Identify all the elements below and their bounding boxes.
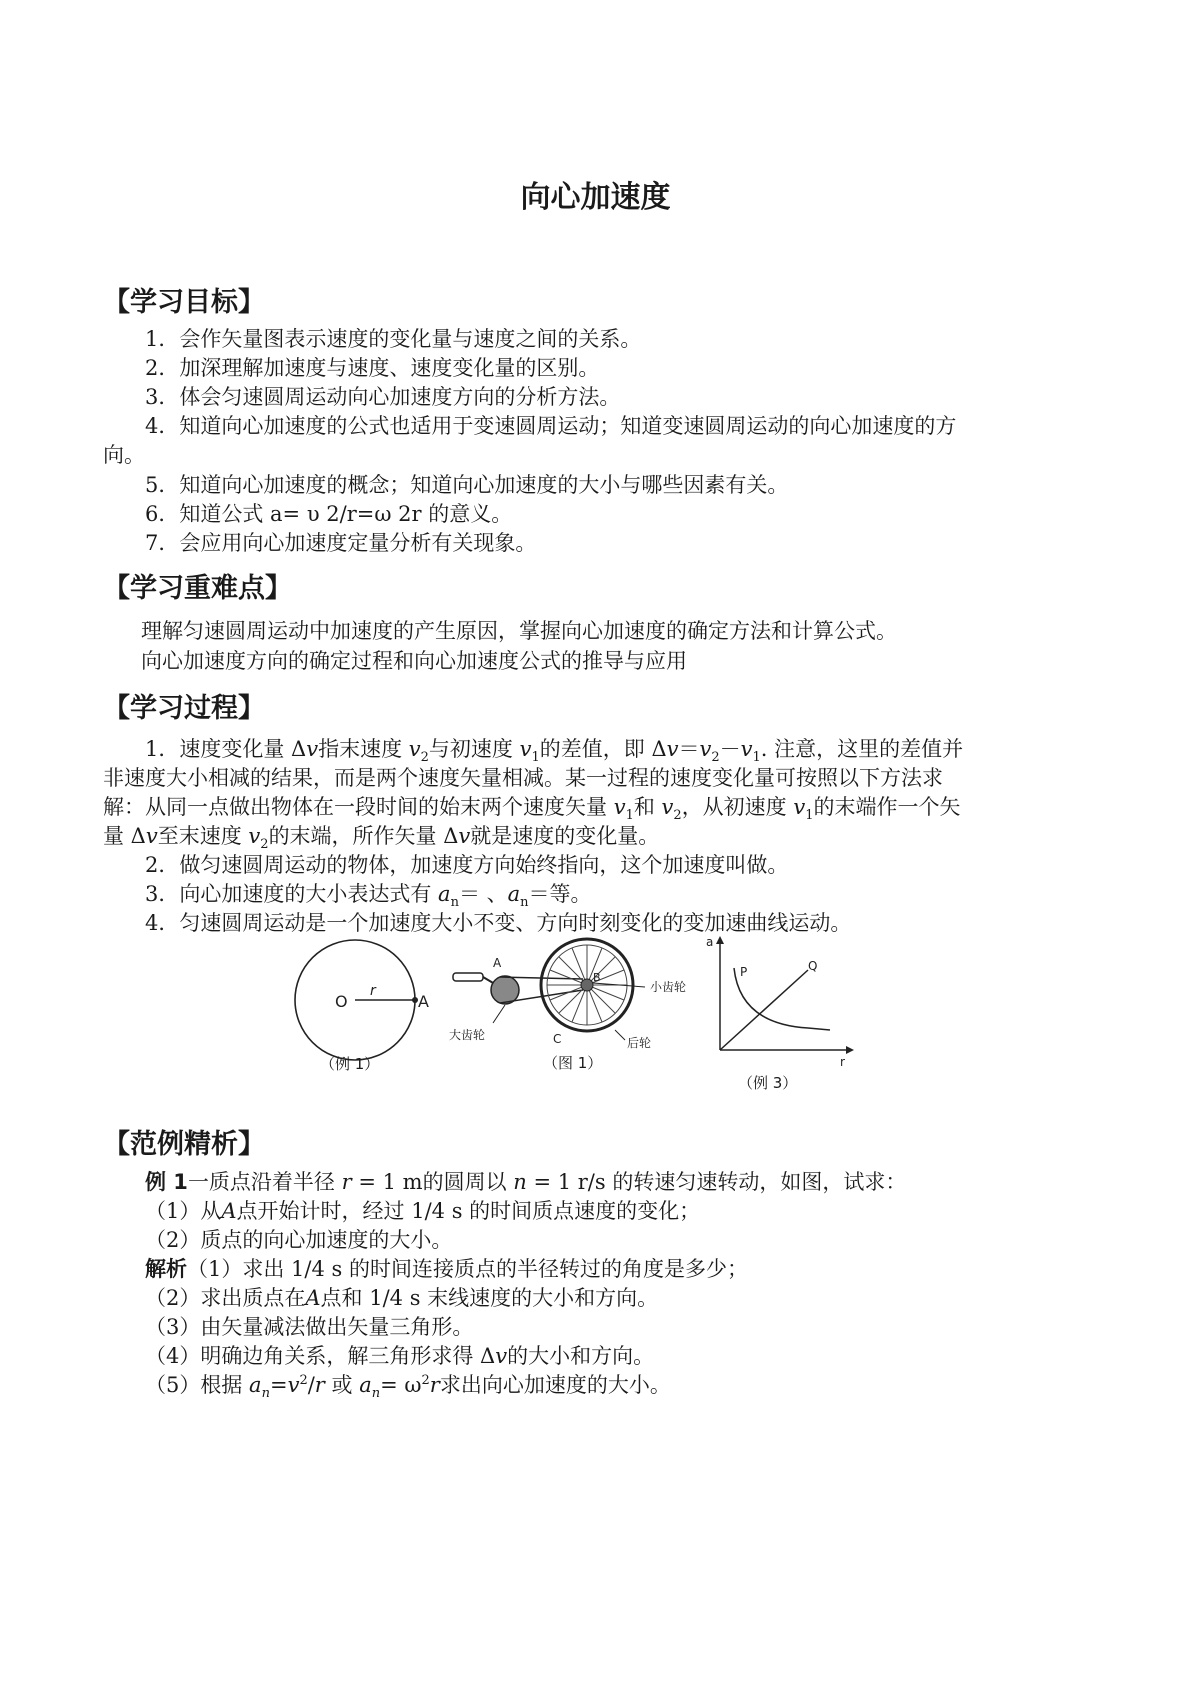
process-line-6: 3．向心加速度的大小表达式有 $a_n=$ 、$a_n=$等。 <box>145 882 592 911</box>
curve-p <box>734 968 830 1030</box>
process-line-7: 4．匀速圆周运动是一个加速度大小不变、方向时刻变化的变加速曲线运动。 <box>145 911 852 935</box>
page-title: 向心加速度 <box>520 180 671 215</box>
process-line-2: 非速度大小相减的结果，而是两个速度矢量相减。某一过程的速度变化量可按照以下方法求 <box>103 766 943 790</box>
small-gear-shape <box>581 979 593 991</box>
label-rear-wheel: 后轮 <box>627 1036 652 1050</box>
example-1-statement: 例 1一质点沿着半径 r = 1 m的圆周以 n = 1 r/s 的转速匀速转动，如图，试求： <box>145 1170 907 1194</box>
objective-item: 2．加深理解加速度与速度、速度变化量的区别。 <box>145 356 600 380</box>
label-c: C <box>553 1032 562 1046</box>
label-r: r <box>370 983 376 999</box>
figure-2-caption: （图 1） <box>543 1054 603 1072</box>
figure-3-caption: （例 3） <box>738 1074 798 1092</box>
objective-item: 5．知道向心加速度的概念；知道向心加速度的大小与哪些因素有关。 <box>145 473 789 497</box>
objective-item: 6．知道公式 a= υ 2/r=ω 2r 的意义。 <box>145 502 513 526</box>
process-line-5: 2．做匀速圆周运动的物体，加速度方向始终指向，这个加速度叫做。 <box>145 853 789 877</box>
objective-item: 1．会作矢量图表示速度的变化量与速度之间的关系。 <box>145 327 642 351</box>
process-heading: 【学习过程】 <box>103 693 265 724</box>
example-1-question-1: （1）从A点开始计时，经过 1/4 s 的时间质点速度的变化； <box>145 1199 701 1223</box>
label-a: A <box>418 992 429 1011</box>
label-small-gear: 小齿轮 <box>650 980 687 994</box>
label-big-gear: 大齿轮 <box>449 1028 486 1042</box>
process-line-3: 解：从同一点做出物体在一段时间的始末两个速度矢量 $v_1$和 $v_2$，从初速度 $v_1$的末端作一个矢 <box>103 795 961 824</box>
keypoint-item: 向心加速度方向的确定过程和向心加速度公式的推导与应用 <box>141 649 687 673</box>
label-p: P <box>740 965 748 979</box>
solution-step-4: （4）明确边角关系，解三角形求得 Δv的大小和方向。 <box>145 1344 655 1368</box>
keypoints-heading: 【学习重难点】 <box>103 573 292 604</box>
objectives-heading: 【学习目标】 <box>103 287 265 318</box>
label-b: B <box>593 971 601 984</box>
objective-item-cont: 向。 <box>103 443 145 467</box>
example-1-question-2: （2）质点的向心加速度的大小。 <box>145 1228 453 1252</box>
solution-step-1: 解析（1）求出 1/4 s 的时间连接质点的半径转过的角度是多少； <box>145 1257 748 1281</box>
solution-step-2: （2）求出质点在A点和 1/4 s 末线速度的大小和方向。 <box>145 1286 659 1310</box>
process-line-1: 1．速度变化量 Δv指末速度 $v_2$与初速度 $v_1$的差值，即 $\Delta v=v_2-v_1$. 注意，这里的差值并 <box>145 737 964 766</box>
process-line-4: 量 Δv至末速度 $v_2$的末端，所作矢量 Δv就是速度的变化量。 <box>103 824 660 853</box>
solution-step-3: （3）由矢量减法做出矢量三角形。 <box>145 1315 474 1339</box>
objective-item: 4．知道向心加速度的公式也适用于变速圆周运动；知道变速圆周运动的向心加速度的方 <box>145 414 957 438</box>
big-gear-shape <box>491 976 519 1004</box>
label-a: A <box>493 956 502 970</box>
axis-x-label: r <box>840 1055 845 1067</box>
axis-y-label: a <box>706 935 714 949</box>
line-q <box>720 970 808 1050</box>
pedal-shape <box>453 973 483 981</box>
objective-item: 3．体会匀速圆周运动向心加速度方向的分析方法。 <box>145 385 621 409</box>
figure-1-caption: （例 1） <box>320 1055 380 1073</box>
figure-bicycle <box>445 935 705 1060</box>
figure-graph <box>700 932 860 1067</box>
label-q: Q <box>808 959 818 973</box>
keypoint-item: 理解匀速圆周运动中加速度的产生原因，掌握向心加速度的确定方法和计算公式。 <box>141 619 897 643</box>
label-o: O <box>335 992 348 1011</box>
objective-item: 7．会应用向心加速度定量分析有关现象。 <box>145 531 537 555</box>
solution-step-5: （5）根据 $a_n=v^2/r$ 或 $a_n= \omega^2r$求出向心加速度的大小。 <box>145 1373 671 1402</box>
examples-heading: 【范例精析】 <box>103 1129 265 1160</box>
